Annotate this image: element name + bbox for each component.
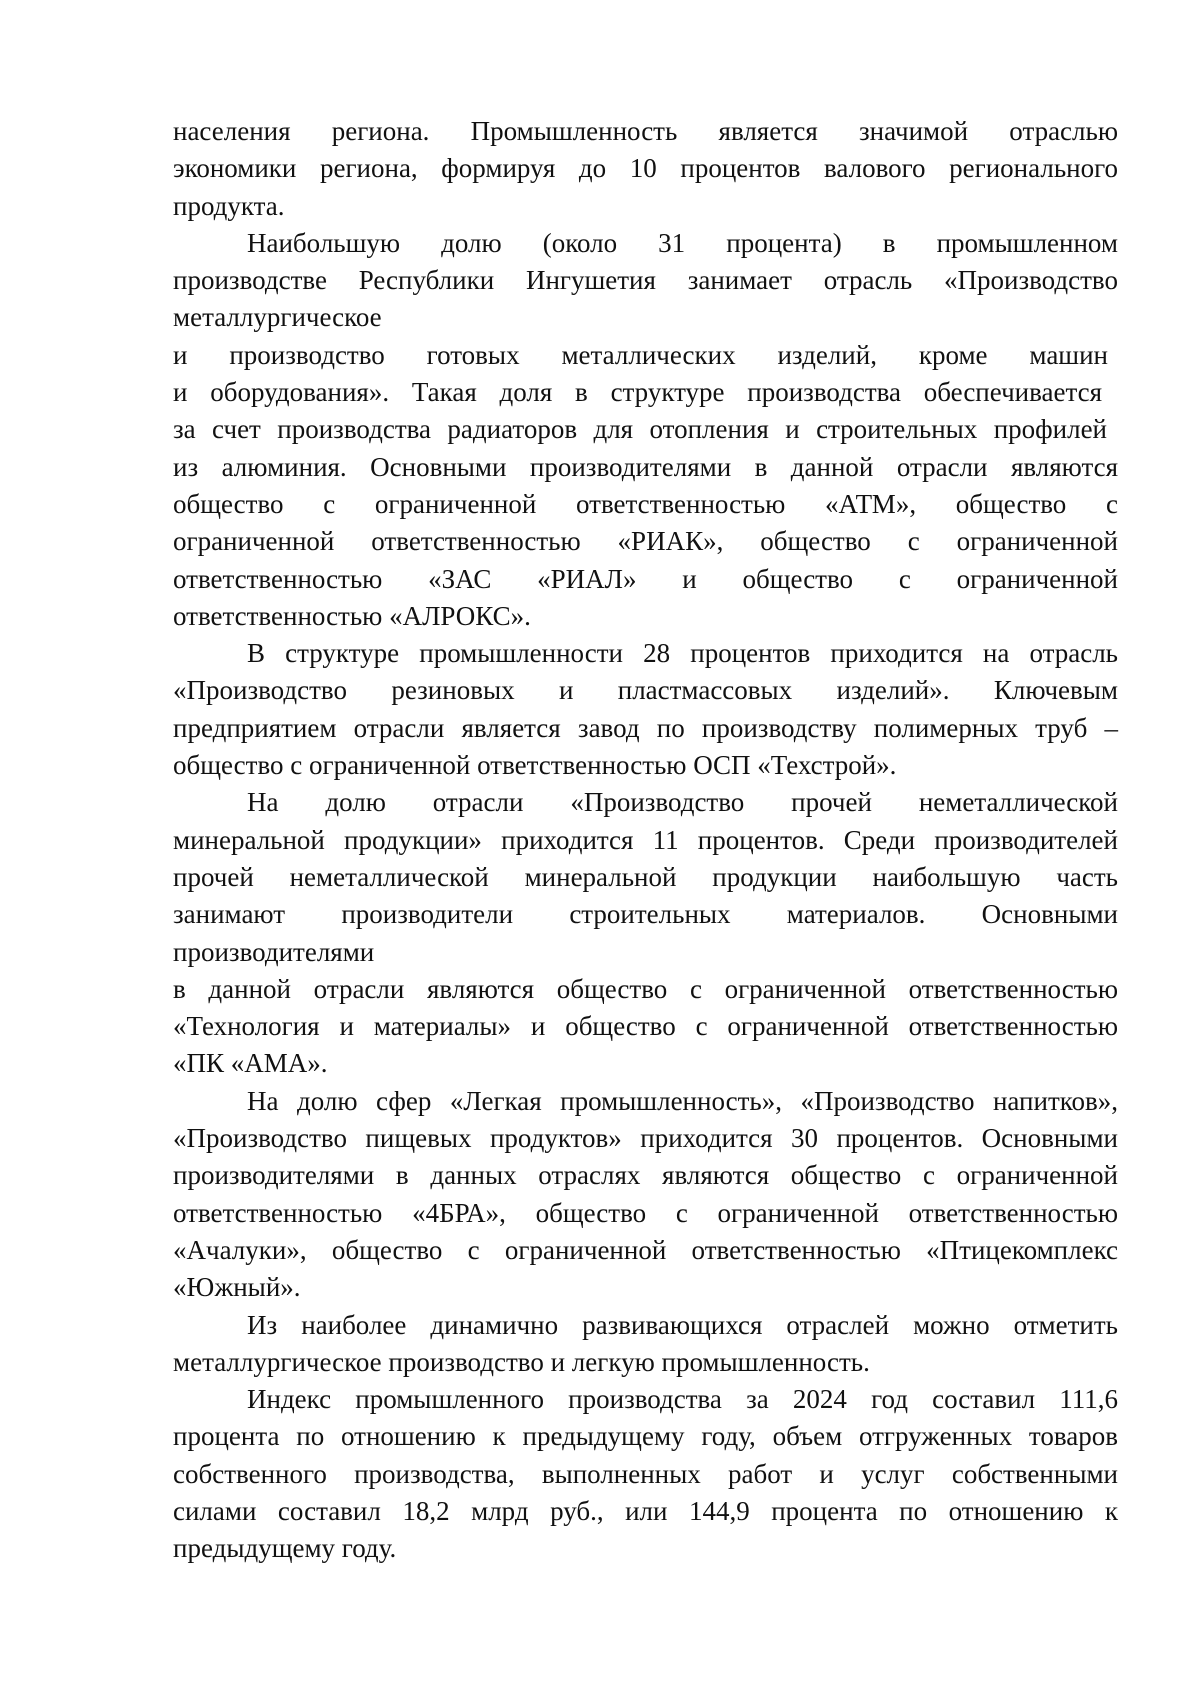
- text-line: общество с ограниченной ответственностью «АТМ», общество с: [173, 488, 1118, 519]
- text-line: «Технология и материалы» и общество с ограниченной ответственностью: [173, 1011, 1118, 1042]
- text-line: «Производство резиновых и пластмассовых изделий». Ключевым: [173, 675, 1118, 706]
- paragraph-3: [173, 337, 1118, 635]
- text-line: На долю отрасли «Производство прочей неметаллической: [247, 787, 1118, 818]
- text-line: производителями в данных отраслях являются общество с ограниченной: [173, 1160, 1118, 1191]
- text-line: ответственностью «ЗАС «РИАЛ» и общество с ограниченной: [173, 563, 1118, 594]
- text-line: за счет производства радиаторов для отопления и строительных профилей: [173, 414, 1107, 445]
- text-line: ответственностью «4БРА», общество с ограниченной ответственностью: [173, 1197, 1118, 1228]
- text-line: процента по отношению к предыдущему году, объем отгруженных товаров: [173, 1421, 1118, 1452]
- document-page: [173, 113, 1118, 1568]
- text-line: экономики региона, формируя до 10 процентов валового регионального: [173, 153, 1118, 184]
- text-line: В структуре промышленности 28 процентов приходится на отрасль: [247, 638, 1118, 669]
- text-line: производителями: [173, 936, 375, 967]
- text-line: минеральной продукции» приходится 11 процентов. Среди производителей: [173, 824, 1118, 855]
- text-line: «Ачалуки», общество с ограниченной ответственностью «Птицекомплекс: [173, 1234, 1118, 1265]
- text-line: «Производство пищевых продуктов» приходится 30 процентов. Основными: [173, 1123, 1118, 1154]
- text-line: производстве Республики Ингушетия занимает отрасль «Производство: [173, 265, 1118, 296]
- text-line: общество с ограниченной ответственностью ОСП «Техстрой».: [173, 750, 897, 781]
- text-line: На долю сфер «Легкая промышленность», «Производство напитков»,: [247, 1085, 1118, 1116]
- paragraph-2: [173, 225, 1118, 337]
- text-line: металлургическое: [173, 302, 382, 333]
- text-line: продукта.: [173, 190, 285, 221]
- text-line: из алюминия. Основными производителями в данной отрасли являются: [173, 451, 1118, 482]
- text-line: силами составил 18,2 млрд руб., или 144,9 процента по отношению к: [173, 1495, 1118, 1526]
- text-line: занимают производители строительных материалов. Основными: [173, 899, 1118, 930]
- text-line: Из наиболее динамично развивающихся отраслей можно отметить: [247, 1309, 1118, 1340]
- text-line: Индекс промышленного производства за 2024 год составил 111,6: [247, 1384, 1118, 1415]
- paragraph-8: [173, 1307, 1118, 1382]
- paragraph-9: [173, 1381, 1118, 1567]
- text-line: предприятием отрасли является завод по производству полимерных труб –: [173, 712, 1118, 743]
- text-line: собственного производства, выполненных работ и услуг собственными: [173, 1458, 1118, 1489]
- paragraph-6: [173, 971, 1118, 1083]
- text-line: ответственностью «АЛРОКС».: [173, 600, 531, 631]
- text-line: населения региона. Промышленность является значимой отраслью: [173, 116, 1118, 146]
- text-line: «Южный».: [173, 1272, 301, 1303]
- text-line: металлургическое производство и легкую промышленность.: [173, 1346, 870, 1377]
- paragraph-4: [173, 635, 1118, 784]
- text-line: «ПК «АМА».: [173, 1048, 328, 1079]
- text-line: и производство готовых металлических изделий, кроме машин: [173, 339, 1108, 370]
- text-line: предыдущему году.: [173, 1533, 397, 1564]
- text-line: в данной отрасли являются общество с ограниченной ответственностью: [173, 973, 1118, 1004]
- paragraph-7: [173, 1083, 1118, 1307]
- paragraph-5: [173, 784, 1118, 970]
- text-line: Наибольшую долю (около 31 процента) в промышленном: [247, 227, 1118, 258]
- paragraph-1: [173, 113, 1118, 225]
- text-line: прочей неметаллической минеральной продукции наибольшую часть: [173, 861, 1118, 892]
- text-line: и оборудования». Такая доля в структуре производства обеспечивается: [173, 377, 1102, 408]
- text-line: ограниченной ответственностью «РИАК», общество с ограниченной: [173, 526, 1118, 557]
